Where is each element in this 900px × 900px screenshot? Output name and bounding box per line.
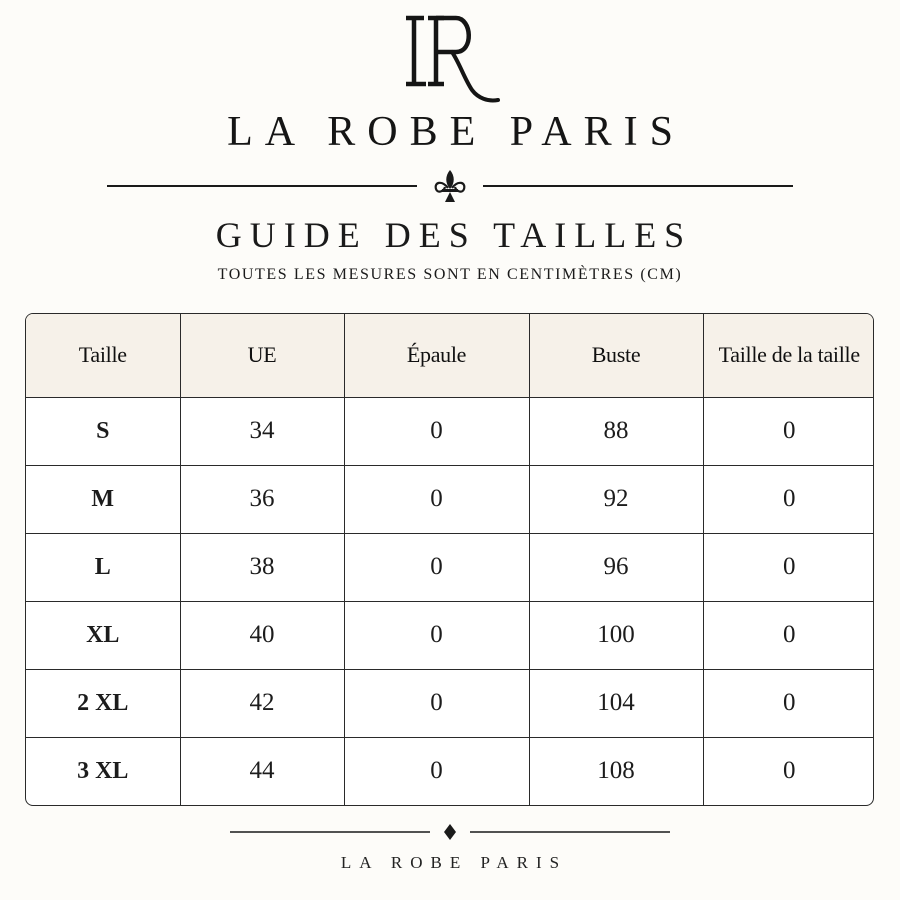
table-row — [26, 397, 874, 465]
bust-cell: 104 — [529, 669, 703, 737]
eu-cell: 44 — [180, 737, 344, 805]
diamond-icon — [444, 824, 456, 840]
column-header-bust: Buste — [529, 314, 703, 397]
bust-cell: 100 — [529, 601, 703, 669]
waist-cell: 0 — [783, 757, 796, 785]
eu-cell: 36 — [180, 465, 344, 533]
fleur-de-lis-icon — [436, 170, 465, 202]
waist-cell: 0 — [703, 669, 874, 737]
column-header-waist: Taille de la taille — [703, 314, 874, 397]
bust-cell: 92 — [529, 465, 703, 533]
page-title: GUIDE DES TAILLES — [215, 215, 693, 255]
size-cell: M — [26, 465, 180, 533]
shoulder-cell: 0 — [344, 533, 529, 601]
bust-cell: 96 — [529, 533, 703, 601]
size-cell: XL — [26, 601, 180, 669]
table-row — [26, 533, 874, 601]
shoulder-cell: 0 — [344, 601, 529, 669]
shoulder-cell: 0 — [344, 669, 529, 737]
eu-cell: 38 — [180, 533, 344, 601]
size-cell: S — [26, 397, 180, 465]
shoulder-cell: 0 — [344, 737, 529, 805]
table-row — [26, 601, 874, 669]
brand-title: LA ROBE PARIS — [227, 109, 685, 155]
column-header-shoulder: Épaule — [344, 314, 529, 397]
eu-cell: 42 — [180, 669, 344, 737]
footer-brand: LA ROBE PARIS — [340, 853, 568, 872]
bust-cell: 88 — [529, 397, 703, 465]
column-header-eu: UE — [180, 314, 344, 397]
table-header-row — [26, 314, 874, 397]
eu-cell: 40 — [180, 601, 344, 669]
footer-divider — [230, 820, 670, 844]
column-header-size: Taille — [26, 314, 180, 397]
monogram-logo-icon — [400, 12, 510, 107]
waist-cell: 0 — [703, 533, 874, 601]
waist-cell: 0 — [703, 397, 874, 465]
waist-cell: 0 — [703, 601, 874, 669]
table-row — [26, 669, 874, 737]
size-cell: 3 XL — [26, 737, 180, 805]
size-cell: L — [26, 533, 180, 601]
size-table — [25, 313, 874, 806]
size-cell: 2 XL — [26, 669, 180, 737]
page-subtitle: TOUTES LES MESURES SONT EN CENTIMÈTRES (CM) — [217, 266, 683, 283]
waist-cell: 0 — [703, 465, 874, 533]
table-row — [26, 465, 874, 533]
shoulder-cell: 0 — [344, 465, 529, 533]
eu-cell: 34 — [180, 397, 344, 465]
shoulder-cell: 0 — [344, 397, 529, 465]
brand-logo — [400, 12, 510, 107]
bust-cell: 108 — [529, 737, 703, 805]
table-row — [26, 737, 874, 805]
ornamental-divider — [107, 168, 793, 204]
